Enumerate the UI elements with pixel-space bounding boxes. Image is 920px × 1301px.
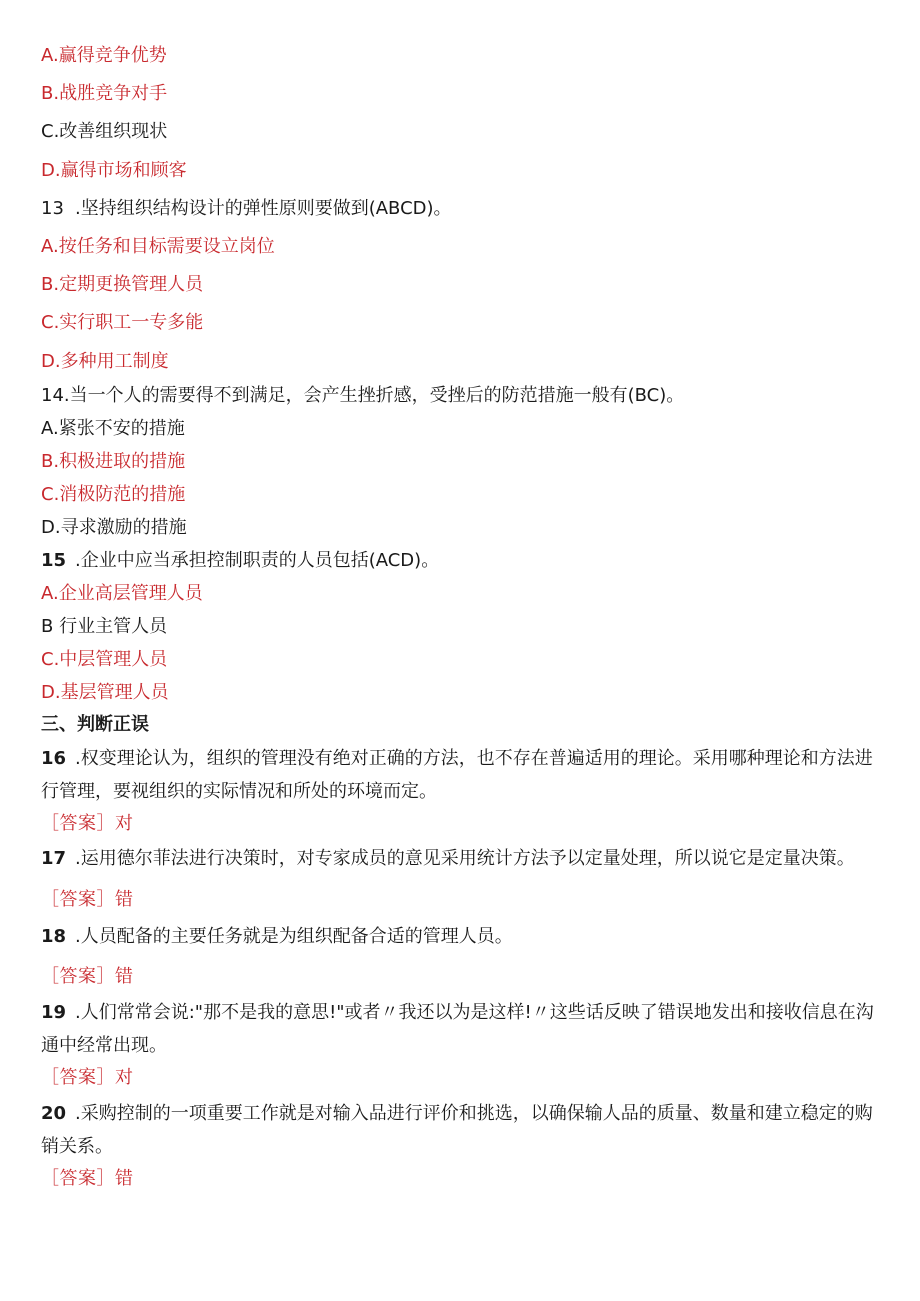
q15-option-c: C.中层管理人员: [41, 649, 168, 670]
judgment-16-answer: ［答案］对: [41, 813, 134, 834]
judgment-19-text: .人们常常会说:"那不是我的意思!"或者〃我还以为是这样!〃这些话反映了错误地发出和接收信息在沟通中经常出现。: [41, 1002, 874, 1056]
judgment-18-question: [41, 925, 513, 949]
q15-option-a: A.企业高层管理人员: [41, 583, 203, 604]
judgment-16-text: .权变理论认为，组织的管理没有绝对正确的方法，也不存在普遍适用的理论。采用哪种理论和方法进行管理，要视组织的实际情况和所处的环境而定。: [41, 748, 873, 802]
judgment-20-question: [41, 1097, 886, 1163]
judgment-18-text: .人员配备的主要任务就是为组织配备合适的管理人员。: [75, 926, 513, 947]
q12-option-b: B.战胜竞争对手: [41, 83, 168, 104]
q13-option-d: D.多种用工制度: [41, 351, 169, 372]
judgment-17-answer: ［答案］错: [41, 889, 134, 910]
q14-option-d: D.寻求激励的措施: [41, 517, 187, 538]
judgment-20-text: .采购控制的一项重要工作就是对输入品进行评价和挑选，以确保输人品的质量、数量和建立稳定的购销关系。: [41, 1103, 873, 1157]
judgment-20-number: 20: [41, 1103, 67, 1124]
q14-option-c: C.消极防范的措施: [41, 484, 186, 505]
q15-text: .企业中应当承担控制职责的人员包括(ACD)。: [75, 550, 440, 571]
judgment-18-number: 18: [41, 926, 67, 947]
q13-option-b: B.定期更换管理人员: [41, 274, 204, 295]
judgment-17-text: .运用德尔菲法进行决策时，对专家成员的意见采用统计方法予以定量处理，所以说它是定量决策。: [75, 848, 855, 869]
q15-option-d: D.基层管理人员: [41, 682, 169, 703]
q14-question: 14.当一个人的需要得不到满足，会产生挫折感，受挫后的防范措施一般有(BC)。: [41, 385, 685, 406]
judgment-17-question: [41, 847, 855, 871]
q15-number: 15: [41, 550, 67, 571]
section-heading: 三、判断正误: [41, 714, 149, 735]
q15-option-b: B 行业主管人员: [41, 616, 168, 637]
judgment-18-answer: ［答案］错: [41, 966, 134, 987]
judgment-17-number: 17: [41, 848, 67, 869]
q13-question: [41, 197, 452, 221]
judgment-16-number: 16: [41, 748, 67, 769]
q15-question: [41, 549, 439, 573]
judgment-20-answer: ［答案］错: [41, 1168, 134, 1189]
q12-option-c: C.改善组织现状: [41, 121, 168, 142]
q14-option-b: B.积极进取的措施: [41, 451, 186, 472]
q12-option-a: A.赢得竞争优势: [41, 45, 167, 66]
q13-text: .坚持组织结构设计的弹性原则要做到(ABCD)。: [75, 198, 452, 219]
q13-option-a: A.按任务和目标需要设立岗位: [41, 236, 275, 257]
judgment-19-answer: ［答案］对: [41, 1067, 134, 1088]
judgment-16-question: [41, 742, 886, 808]
q13-option-c: C.实行职工一专多能: [41, 312, 204, 333]
judgment-19-number: 19: [41, 1002, 67, 1023]
judgment-19-question: [41, 996, 886, 1062]
q13-number: 13: [41, 198, 64, 219]
q14-option-a: A.紧张不安的措施: [41, 418, 185, 439]
q12-option-d: D.赢得市场和顾客: [41, 160, 187, 181]
